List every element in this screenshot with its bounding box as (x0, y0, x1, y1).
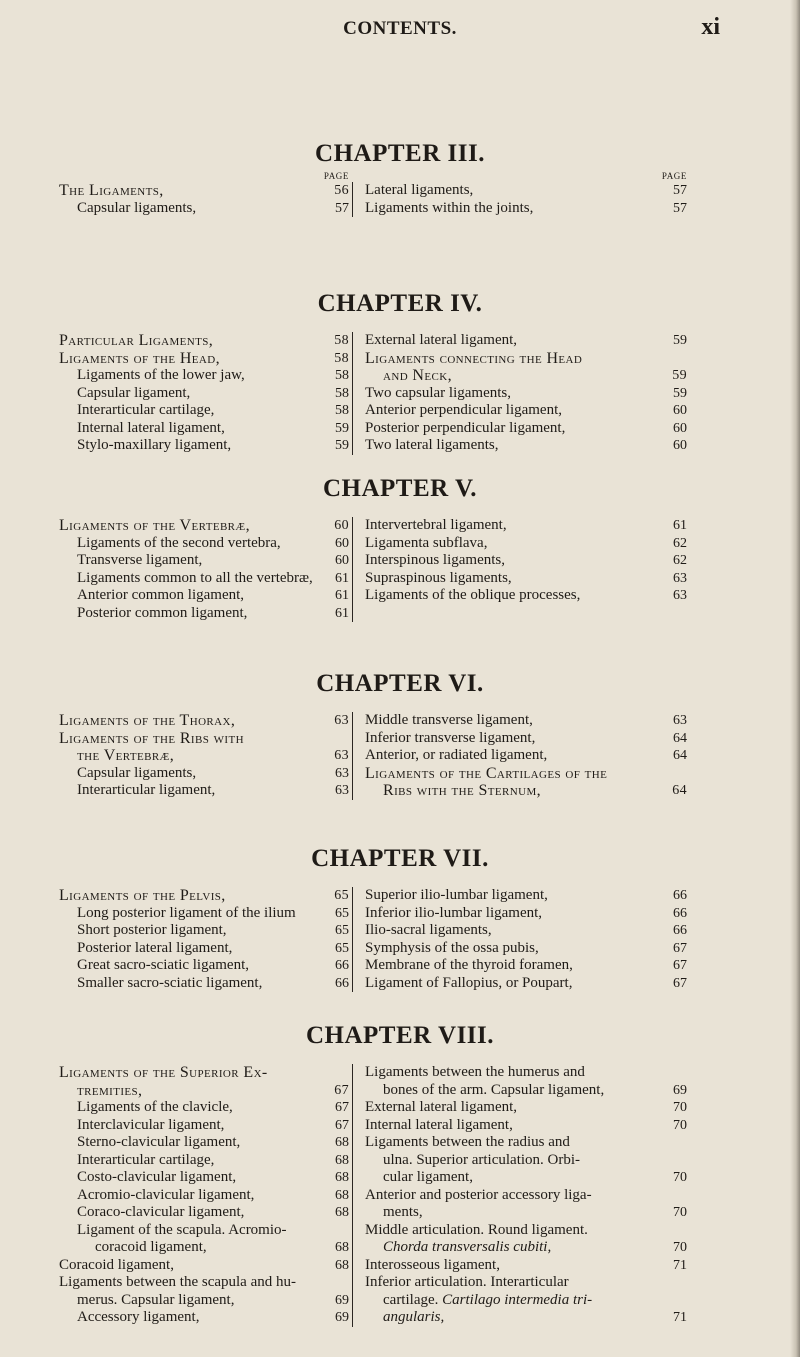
toc-page-number: 67 (335, 1100, 349, 1115)
toc-entry (59, 1292, 349, 1310)
toc-page-number: 67 (673, 975, 687, 991)
toc-page-number: 66 (335, 958, 349, 973)
toc-page-number: 59 (673, 385, 687, 401)
toc-page-number: 60 (334, 518, 349, 533)
toc-entry (365, 1239, 687, 1257)
chapter-section (0, 475, 800, 621)
toc-page-number: 61 (673, 518, 687, 533)
toc-entry-text: Smaller sacro-sciatic ligament, (77, 974, 263, 991)
toc-entry (59, 730, 349, 748)
toc-entry (59, 367, 349, 385)
right-column (365, 1064, 687, 1327)
toc-entry-text: Supraspinous ligaments, (365, 569, 512, 586)
toc-entry (59, 552, 349, 570)
toc-entry (59, 782, 349, 800)
left-column (59, 1064, 349, 1327)
column-divider (352, 517, 353, 622)
toc-entry-text: Costo-clavicular ligament, (77, 1169, 237, 1185)
toc-entry (59, 957, 349, 975)
toc-entry-text: the Vertebræ, (77, 747, 175, 764)
toc-entry-text: Interarticular cartilage, (77, 1151, 215, 1168)
toc-entry-text: Interarticular ligament, (77, 782, 216, 798)
right-column (365, 887, 687, 992)
toc-page-number: 65 (335, 940, 349, 956)
toc-entry (59, 182, 349, 200)
toc-entry (365, 922, 687, 940)
toc-entry (365, 587, 687, 605)
toc-entry-text: Ligaments of the clavicle, (77, 1099, 233, 1115)
toc-entry (59, 1152, 349, 1170)
toc-page-number: 67 (334, 1082, 349, 1098)
toc-entry-text: Ligaments between the humerus and (365, 1064, 585, 1080)
toc-entry (365, 200, 687, 218)
toc-page-number: 58 (334, 333, 349, 348)
toc-page-number: 65 (335, 905, 349, 921)
toc-page-number: 68 (335, 1187, 349, 1203)
toc-entry-text: Ribs with the Sternum, (383, 782, 542, 799)
toc-entry-text: bones of the arm. Capsular ligament, (383, 1081, 605, 1098)
right-column (365, 517, 687, 605)
toc-entry-text: Ligaments of the second vertebra, (77, 534, 281, 551)
toc-entry-text: merus. Capsular ligament, (77, 1291, 235, 1308)
toc-entry-text: Anterior common ligament, (77, 587, 245, 603)
toc-entry (365, 1204, 687, 1222)
toc-entry (59, 1204, 349, 1222)
toc-entry-text: Stylo-maxillary ligament, (77, 437, 232, 453)
toc-entry-text: cartilage. (383, 1291, 439, 1308)
chapter-section (0, 1022, 800, 1325)
toc-page-number: 66 (673, 905, 687, 921)
toc-entry-text: Ligaments of the lower jaw, (77, 367, 245, 383)
column-divider (352, 182, 353, 217)
page-edge (790, 0, 800, 1357)
toc-entry-text: Transverse ligament, (77, 552, 203, 568)
toc-entry (365, 420, 687, 438)
toc-entry (59, 1239, 349, 1257)
toc-entry-text: Superior ilio-lumbar ligament, (365, 887, 548, 903)
toc-entry (59, 1064, 349, 1082)
toc-page-number: 62 (673, 553, 687, 568)
toc-entry-text: Anterior perpendicular ligament, (365, 402, 563, 418)
chapter-title: CHAPTER VII. (311, 845, 489, 872)
toc-page-number: 67 (335, 1117, 349, 1133)
toc-entry-text: Capsular ligaments, (77, 764, 197, 781)
toc-entry-text: Interclavicular ligament, (77, 1116, 225, 1133)
right-column (365, 332, 687, 455)
column-divider (352, 1064, 353, 1327)
toc-entry (365, 535, 687, 553)
toc-entry (365, 570, 687, 588)
toc-entry (365, 1222, 687, 1240)
toc-page-number: 66 (673, 888, 687, 903)
toc-page-number: 64 (672, 783, 687, 798)
toc-entry-text: Interosseous ligament, (365, 1256, 500, 1273)
toc-page-number: 69 (335, 1310, 349, 1325)
toc-entry (365, 385, 687, 403)
toc-page-number: 68 (335, 1152, 349, 1168)
page-column-label: PAGE (661, 171, 687, 181)
toc-entry-text: Internal lateral ligament, (77, 419, 225, 436)
toc-entry (365, 517, 687, 535)
toc-page-number: 57 (673, 183, 687, 198)
toc-page-number: 58 (335, 368, 349, 383)
running-title: CONTENTS. (343, 18, 457, 39)
toc-page-number: 59 (335, 438, 349, 453)
toc-entry-text: tremities, (77, 1081, 143, 1099)
toc-page-number: 69 (335, 1292, 349, 1308)
toc-entry (365, 332, 687, 350)
toc-page-number: 69 (673, 1082, 687, 1098)
toc-entry-text: Ligaments of the Cartilages of the (365, 764, 608, 782)
chapter-section (0, 845, 800, 991)
toc-entry (59, 1309, 349, 1327)
toc-page-number: 63 (673, 570, 687, 586)
toc-page-number: 63 (335, 765, 349, 781)
toc-entry (365, 887, 687, 905)
toc-entry (365, 765, 687, 783)
toc-entry (365, 782, 687, 800)
toc-page-number: 70 (673, 1170, 687, 1185)
toc-page-number: 71 (673, 1257, 687, 1273)
toc-entry-text: Coracoid ligament, (59, 1256, 174, 1273)
toc-entry-text: Interspinous ligaments, (365, 552, 505, 568)
toc-entry-text: Membrane of the thyroid foramen, (365, 957, 573, 973)
toc-entry (59, 200, 349, 218)
toc-entry (365, 1082, 687, 1100)
toc-entry-text: External lateral ligament, (365, 332, 518, 348)
toc-page-number: 68 (335, 1257, 349, 1273)
toc-page-number: 64 (673, 748, 687, 763)
toc-entry-text: cular ligament, (383, 1169, 473, 1185)
toc-entry-text: Ligaments of the oblique processes, (365, 587, 581, 603)
toc-entry-text: Inferior transverse ligament, (365, 729, 536, 746)
right-column (365, 171, 687, 217)
toc-entry-text: Ligaments between the scapula and hu- (59, 1274, 296, 1290)
toc-entry (59, 940, 349, 958)
toc-page-number: 57 (673, 200, 687, 216)
column-divider (352, 887, 353, 992)
toc-entry (365, 402, 687, 420)
toc-entry-text: Ligament of the scapula. Acromio- (77, 1221, 287, 1238)
toc-entry (59, 922, 349, 940)
toc-entry-text: Two lateral ligaments, (365, 437, 499, 453)
toc-page-number: 68 (335, 1240, 349, 1255)
toc-page-number: 71 (673, 1310, 687, 1325)
toc-entry-text: Inferior ilio-lumbar ligament, (365, 904, 543, 921)
toc-entry-text: Ligaments of the Pelvis, (59, 887, 226, 904)
toc-entry-text: Ligaments common to all the vertebræ, (77, 569, 313, 586)
toc-entry-text: Ilio-sacral ligaments, (365, 922, 492, 938)
left-column (59, 332, 349, 455)
toc-entry (59, 402, 349, 420)
toc-entry (59, 385, 349, 403)
toc-page-number: 59 (335, 420, 349, 436)
toc-entry-text: Intervertebral ligament, (365, 517, 507, 533)
toc-entry-text: Ligaments within the joints, (365, 199, 534, 216)
toc-entry (59, 605, 349, 623)
toc-page-number: 65 (335, 923, 349, 938)
toc-entry-text: Posterior lateral ligament, (77, 939, 233, 956)
toc-entry-text: Ligaments of the Thorax, (59, 712, 236, 729)
toc-page-number: 63 (673, 713, 687, 728)
toc-page-number: 59 (673, 333, 687, 348)
toc-entry-text: Capsular ligament, (77, 384, 191, 401)
toc-page-number: 61 (335, 588, 349, 603)
toc-entry (59, 765, 349, 783)
toc-page-number: 57 (335, 200, 349, 216)
toc-entry (59, 1222, 349, 1240)
toc-page-number: 70 (673, 1100, 687, 1115)
toc-entry (365, 1099, 687, 1117)
toc-page-number: 61 (335, 570, 349, 586)
toc-entry-text: Ligaments of the Superior Ex- (59, 1064, 268, 1081)
toc-entry (365, 905, 687, 923)
toc-page-number: 63 (335, 783, 349, 798)
toc-entry-text: Interarticular cartilage, (77, 402, 215, 418)
toc-page-number: 63 (673, 588, 687, 603)
toc-entry (365, 1064, 687, 1082)
toc-page-number: 60 (673, 438, 687, 453)
toc-entry (59, 1274, 349, 1292)
toc-entry-text: Coraco-clavicular ligament, (77, 1204, 245, 1220)
toc-entry (59, 905, 349, 923)
toc-entry (59, 1257, 349, 1275)
toc-entry (365, 1169, 687, 1187)
toc-entry (59, 420, 349, 438)
toc-page-number: 58 (335, 385, 349, 401)
chapter-section (0, 290, 800, 453)
toc-entry-text: Short posterior ligament, (77, 922, 227, 938)
toc-entry (59, 350, 349, 368)
toc-page-number: 70 (673, 1117, 687, 1133)
toc-entry (365, 552, 687, 570)
toc-entry (365, 712, 687, 730)
toc-page-number: 61 (335, 605, 349, 621)
toc-page-number: 66 (673, 923, 687, 938)
toc-page-number: 56 (334, 183, 349, 198)
toc-entry-text: Ligaments of the Ribs with (59, 729, 244, 747)
toc-entry (59, 1134, 349, 1152)
toc-page-number: 64 (673, 730, 687, 746)
toc-entry-text: Middle transverse ligament, (365, 712, 533, 728)
toc-page-number: 60 (335, 553, 349, 568)
toc-entry-text: angularis, (383, 1309, 445, 1325)
toc-page-number: 60 (673, 420, 687, 436)
toc-entry (365, 1117, 687, 1135)
toc-entry-text: Particular Ligaments, (59, 332, 214, 349)
toc-page-number: 68 (335, 1135, 349, 1150)
toc-entry-text: Two capsular ligaments, (365, 384, 511, 401)
toc-entry (59, 975, 349, 993)
toc-page-number: 66 (335, 975, 349, 991)
toc-entry-text: Ligaments between the radius and (365, 1134, 570, 1150)
toc-entry-text: coracoid ligament, (95, 1239, 207, 1255)
toc-entry (365, 1152, 687, 1170)
toc-page-number: 68 (335, 1205, 349, 1220)
toc-entry (365, 730, 687, 748)
chapter-section (0, 140, 800, 216)
toc-entry-text: Accessory ligament, (77, 1309, 200, 1325)
toc-page-number: 58 (335, 403, 349, 418)
toc-entry-text: Long posterior ligament of the ilium (77, 904, 296, 921)
toc-entry (365, 975, 687, 993)
chapter-title: CHAPTER VIII. (305, 1022, 495, 1049)
toc-entry-text: Ligaments of the Vertebræ, (59, 517, 251, 534)
toc-page-number: 70 (673, 1240, 687, 1255)
toc-entry-text: ments, (383, 1204, 423, 1220)
column-divider (352, 332, 353, 455)
toc-page-number: 59 (672, 368, 687, 383)
toc-entry-text: Anterior and posterior accessory liga- (365, 1186, 592, 1203)
toc-entry-text: Ligament of Fallopius, or Poupart, (365, 974, 573, 991)
toc-entry (365, 350, 687, 368)
toc-entry (365, 1134, 687, 1152)
toc-entry-text: The Ligaments, (59, 182, 164, 199)
toc-entry-text: Inferior articulation. Interarticular (365, 1274, 569, 1290)
toc-entry (365, 437, 687, 455)
chapter-title: CHAPTER V. (322, 475, 478, 502)
toc-entry-text: Ligaments of the Head, (59, 349, 221, 367)
toc-entry-text: Ligamenta subflava, (365, 534, 488, 551)
toc-entry-italic: Cartilago intermedia tri- (438, 1291, 593, 1308)
toc-entry (59, 887, 349, 905)
toc-entry (365, 1187, 687, 1205)
toc-page-number: 60 (335, 535, 349, 551)
toc-entry (365, 940, 687, 958)
toc-entry-text: Chorda transversalis cubiti, (383, 1239, 552, 1255)
toc-page-number: 62 (673, 535, 687, 551)
toc-entry (59, 1169, 349, 1187)
left-column (59, 887, 349, 992)
left-column (59, 171, 349, 217)
toc-entry (59, 1099, 349, 1117)
toc-entry-text: ulna. Superior articulation. Orbi- (383, 1151, 581, 1168)
toc-entry (365, 747, 687, 765)
toc-entry-text: and Neck, (383, 367, 452, 384)
toc-entry (59, 1187, 349, 1205)
chapter-title: CHAPTER VI. (316, 670, 484, 697)
page-column-label: PAGE (323, 171, 349, 181)
toc-entry (59, 437, 349, 455)
toc-entry (59, 517, 349, 535)
toc-entry (365, 182, 687, 200)
toc-entry-text: Acromio-clavicular ligament, (77, 1186, 255, 1203)
left-column (59, 712, 349, 800)
toc-page-number: 58 (334, 350, 349, 366)
toc-entry (365, 957, 687, 975)
toc-entry-text: Sterno-clavicular ligament, (77, 1134, 241, 1150)
toc-entry (59, 712, 349, 730)
toc-page-number: 65 (334, 888, 349, 903)
toc-entry (365, 1292, 687, 1310)
toc-entry-text: Capsular ligaments, (77, 199, 197, 216)
toc-entry (59, 332, 349, 350)
toc-entry (59, 587, 349, 605)
toc-entry-text: Great sacro-sciatic ligament, (77, 957, 250, 973)
toc-entry-text: External lateral ligament, (365, 1099, 518, 1115)
left-column (59, 517, 349, 622)
toc-page-number: 70 (673, 1205, 687, 1220)
toc-entry-text: Ligaments connecting the Head (365, 349, 583, 367)
toc-entry (59, 1117, 349, 1135)
toc-entry-text: Posterior perpendicular ligament, (365, 419, 566, 436)
toc-entry (59, 747, 349, 765)
toc-entry-text: Anterior, or radiated ligament, (365, 747, 548, 763)
toc-entry (59, 570, 349, 588)
toc-page-number: 63 (334, 748, 349, 763)
chapter-title: CHAPTER IV. (317, 290, 483, 317)
toc-page-number: 63 (334, 713, 349, 728)
toc-page-number: 60 (673, 403, 687, 418)
toc-page-number: 68 (335, 1170, 349, 1185)
chapter-title: CHAPTER III. (315, 140, 485, 167)
right-column (365, 712, 687, 800)
toc-page-number: 67 (673, 958, 687, 973)
toc-entry (365, 1257, 687, 1275)
toc-entry (59, 1082, 349, 1100)
toc-entry (365, 1274, 687, 1292)
toc-page-number: 67 (673, 940, 687, 956)
toc-entry-text: Posterior common ligament, (77, 604, 248, 621)
toc-entry-text: Internal lateral ligament, (365, 1116, 513, 1133)
column-divider (352, 712, 353, 800)
chapter-section (0, 670, 800, 799)
page-folio: xi (701, 14, 720, 40)
toc-entry-text: Lateral ligaments, (365, 182, 474, 198)
toc-entry-text: Symphysis of the ossa pubis, (365, 939, 539, 956)
toc-entry (59, 535, 349, 553)
toc-entry (365, 367, 687, 385)
toc-entry-text: Middle articulation. Round ligament. (365, 1221, 588, 1238)
toc-entry (365, 1309, 687, 1327)
